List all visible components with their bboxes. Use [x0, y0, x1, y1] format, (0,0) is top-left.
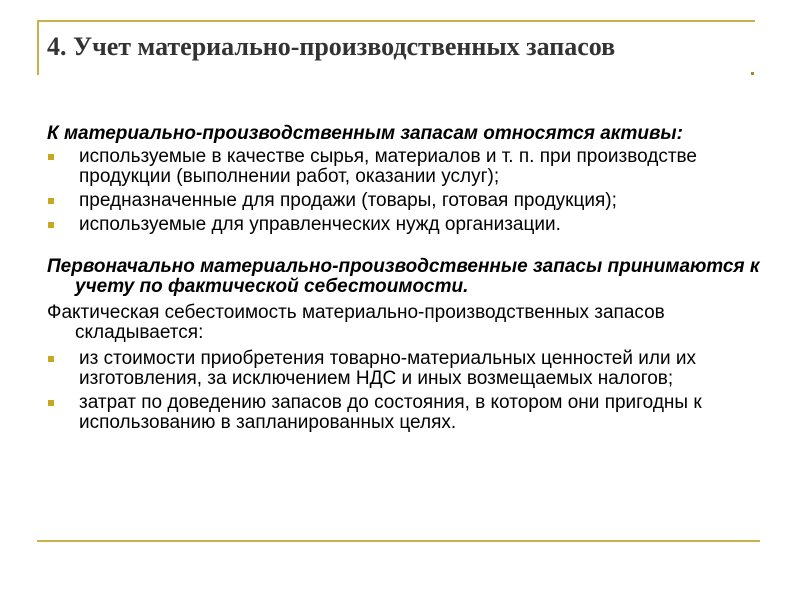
bullet-icon — [48, 356, 54, 362]
slide-content — [47, 124, 762, 433]
assets-list — [47, 147, 762, 235]
cost-list — [47, 349, 762, 433]
list-item-text: предназначенные для продажи (товары, готовая продукция); — [79, 190, 617, 211]
top-frame-line — [37, 20, 755, 22]
list-item — [47, 349, 762, 389]
list-item — [47, 393, 762, 433]
bullet-icon — [48, 198, 54, 204]
bullet-icon — [48, 154, 54, 160]
list-item-text: из стоимости приобретения товарно-материальных ценностей или их изготовления, за исключением НДС и иных возмещаемых налогов; — [79, 348, 696, 389]
list-item-text: затрат по доведению запасов до состояния, в котором они пригодны к использованию в запланированных целях. — [79, 392, 702, 433]
bullet-icon — [48, 222, 54, 228]
list-item-text: используемые для управленческих нужд организации. — [79, 214, 561, 235]
bullet-icon — [48, 400, 54, 406]
left-frame-line — [37, 20, 39, 75]
list-item — [47, 191, 762, 211]
corner-dot — [751, 72, 754, 75]
bottom-frame-line — [37, 540, 760, 542]
list-item — [47, 215, 762, 235]
cost-intro: Фактическая себестоимость материально-производственных запасов складывается: — [47, 302, 665, 343]
slide-title: 4. Учет материально-производственных запасов — [47, 32, 616, 61]
list-item — [47, 147, 762, 187]
initial-recognition-heading: Первоначально материально-производственные запасы принимаются к учету по фактической себестоимости. — [47, 256, 760, 297]
intro-heading: К материально-производственным запасам относятся активы: — [47, 123, 683, 144]
list-item-text: используемые в качестве сырья, материалов и т. п. при производстве продукции (выполнении работ, оказании услуг); — [79, 146, 697, 187]
